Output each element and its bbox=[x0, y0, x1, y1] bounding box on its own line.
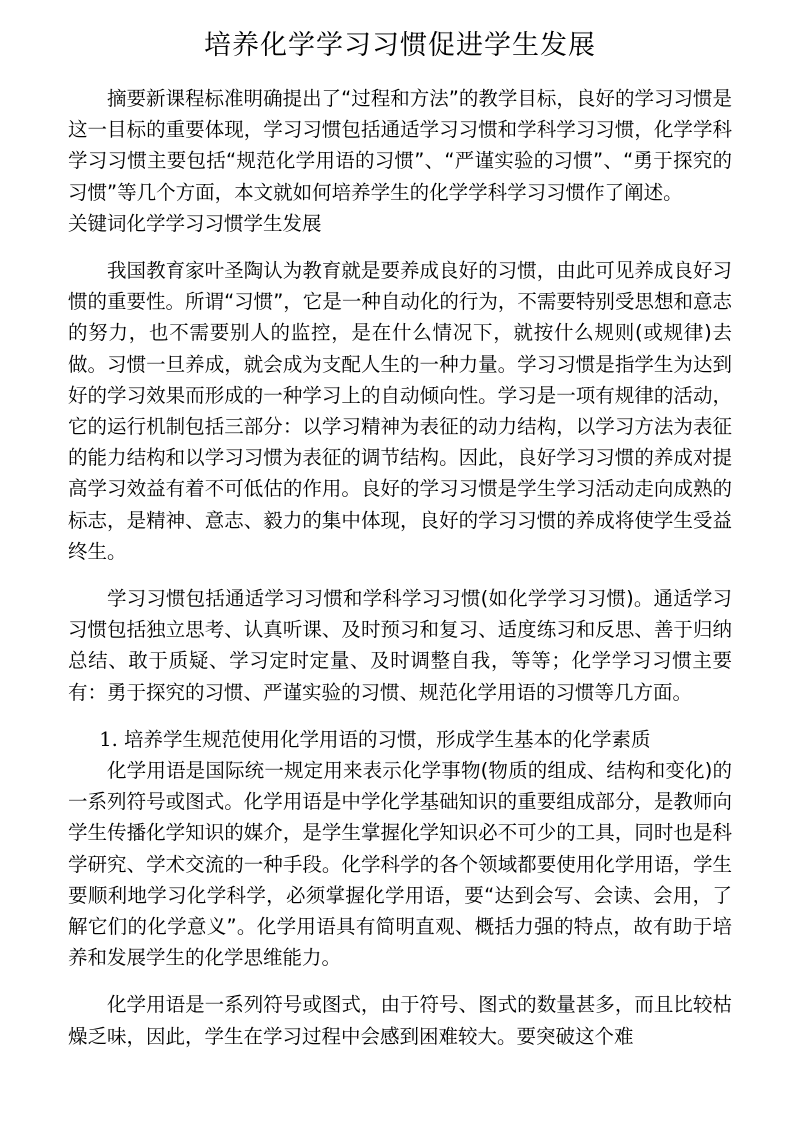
section-1-paragraph-2: 化学用语是一系列符号或图式，由于符号、图式的数量甚多，而且比较枯燥乏味，因此，学生在学习过程中会感到困难较大。要突破这个难 bbox=[68, 993, 732, 1048]
document-body bbox=[68, 83, 732, 1052]
section-1-paragraph-1: 化学用语是国际统一规定用来表示化学事物(物质的组成、结构和变化)的一系列符号或图式。化学用语是中学化学基础知识的重要组成部分，是教师向学生传播化学知识的媒介，是学生掌握化学知识必不可少的工具，同时也是科学研究、学术交流的一种手段。化学科学的各个领域都要使用化学用语，学生要顺利地学习化学科学，必须掌握化学用语，要“达到会写、会读、会用，了解它们的化学意义”。化学用语具有简明直观、概括力强的特点，故有助于培养和发展学生的化学思维能力。 bbox=[68, 759, 732, 970]
body-paragraph-2: 学习习惯包括通适学习习惯和学科学习习惯(如化学学习习惯)。通适学习习惯包括独立思考、认真听课、及时预习和复习、适度练习和反思、善于归纳总结、敢于质疑、学习定时定量、及时调整自我，等等；化学学习习惯主要有：勇于探究的习惯、严谨实验的习惯、规范化学用语的习惯等几方面。 bbox=[68, 587, 732, 704]
section-1-number: 1. bbox=[99, 727, 118, 751]
section-1-heading-text: 培养学生规范使用化学用语的习惯，形成学生基本的化学素质 bbox=[124, 727, 651, 751]
keywords-line: 关键词化学学习习惯学生发展 bbox=[68, 211, 322, 235]
abstract-paragraph: 摘要新课程标准明确提出了“过程和方法”的教学目标，良好的学习习惯是这一目标的重要体现，学习习惯包括通适学习习惯和学科学习习惯，化学学科学习习惯主要包括“规范化学用语的习惯”、“严谨实验的习惯”、“勇于探究的习惯”等几个方面，本文就如何培养学生的化学学科学习习惯作了阐述。 bbox=[68, 87, 732, 204]
body-paragraph-1: 我国教育家叶圣陶认为教育就是要养成良好的习惯，由此可见养成良好习惯的重要性。所谓“习惯”，它是一种自动化的行为，不需要特别受思想和意志的努力，也不需要别人的监控，是在什么情况下，就按什么规则(或规律)去做。习惯一旦养成，就会成为支配人生的一种力量。学习习惯是指学生为达到好的学习效果而形成的一种学习上的自动倾向性。学习是一项有规律的活动，它的运行机制包括三部分：以学习精神为表征的动力结构，以学习方法为表征的能力结构和以学习习惯为表征的调节结构。因此，良好学习习惯的养成对提高学习效益有着不可低估的作用。良好的学习习惯是学生学习活动走向成熟的标志，是精神、意志、毅力的集中体现，良好的学习习惯的养成将使学生受益终生。 bbox=[68, 259, 732, 563]
section-1-heading bbox=[68, 724, 732, 755]
document-title: 培养化学学习习惯促进学生发展 bbox=[204, 30, 596, 61]
